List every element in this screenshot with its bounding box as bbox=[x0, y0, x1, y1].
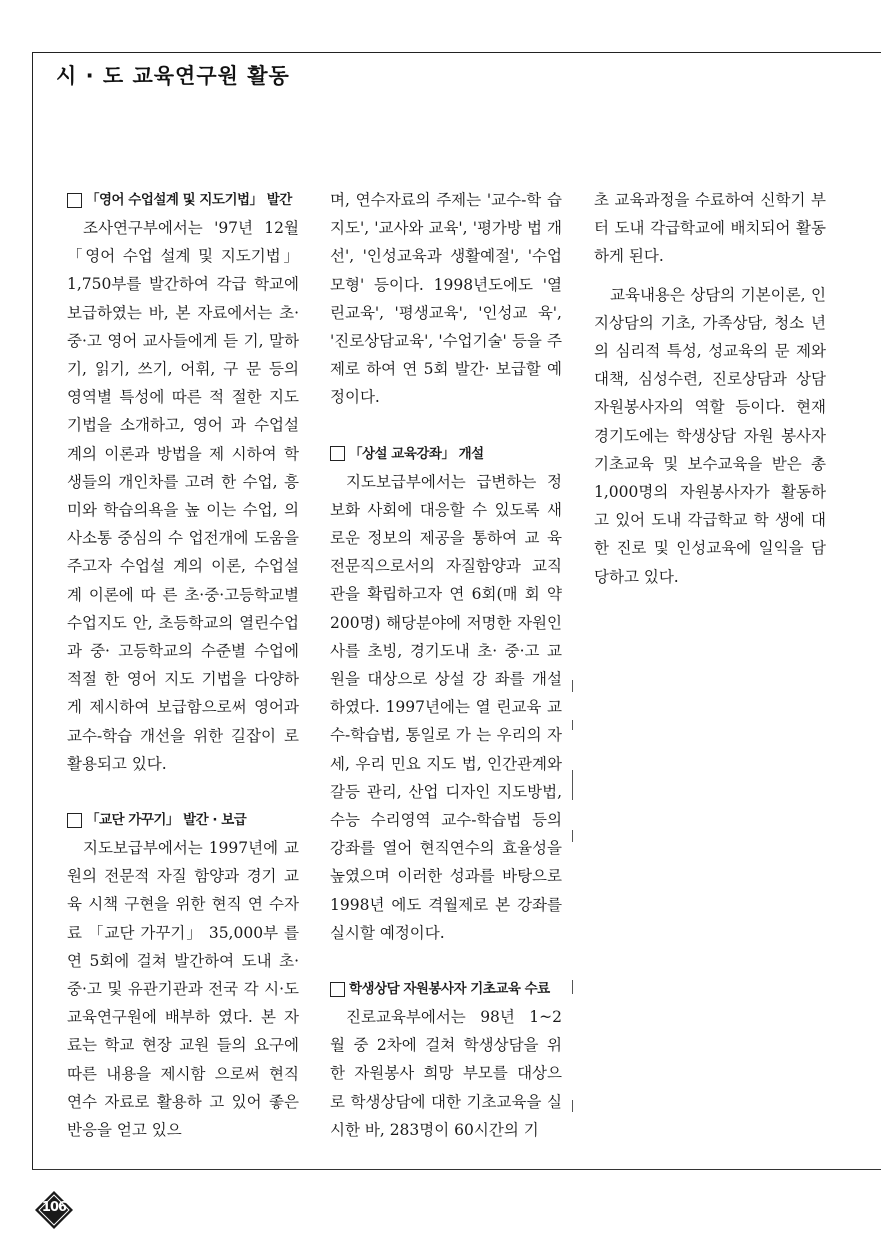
text-line: 일익을 담당하고 있다. bbox=[594, 539, 826, 586]
text-line: 실시한 바, 283명이 60시간의 기 bbox=[330, 1092, 562, 1139]
text-line: 에도 격월제로 본 강좌를 실시할 bbox=[330, 895, 562, 942]
text-line: 월 중 2차에 걸쳐 학생상담을 위 bbox=[330, 1036, 562, 1055]
text-line: 한 수업, 흥미와 학습의욕을 높 bbox=[67, 472, 299, 520]
paragraph bbox=[594, 186, 826, 271]
text-line: 제와 대책, 심성수련, 진로상담과 bbox=[594, 342, 826, 389]
text-line: 활동하게 된다. bbox=[594, 219, 826, 266]
text-line: 로 활용되고 있다. bbox=[67, 726, 299, 773]
section-heading-text: 학생상담 자원봉사자 기초교육 수료 bbox=[349, 980, 550, 997]
text-line: 예정이다. bbox=[379, 923, 445, 942]
text-line: 상담 자원봉사자의 역할 등이다. bbox=[594, 370, 826, 417]
column-3 bbox=[594, 186, 826, 591]
text-line: '수업모형' 등이다. 1998년도에도 bbox=[330, 247, 562, 294]
top-rule bbox=[32, 52, 881, 53]
text-line: 문 등의 영역별 특성에 따른 적 bbox=[67, 360, 299, 407]
text-line: 과 수업설계의 이론과 방법을 제 bbox=[67, 416, 299, 463]
text-line: 이는 수업, 의사소통 중심의 수 bbox=[67, 501, 299, 548]
column-1 bbox=[67, 186, 299, 1144]
text-line: 린교육 교수-학습법, 통일로 가 bbox=[330, 698, 562, 745]
text-line: 교육내용은 상담의 기본이론, bbox=[610, 285, 806, 304]
section-heading bbox=[67, 806, 299, 834]
page-number: 106 bbox=[41, 1200, 67, 1215]
text-line: 조사연구부에서는 '97년 12월 bbox=[83, 219, 299, 237]
text-line: 제시하여 보급함으로써 영어과 bbox=[89, 698, 299, 717]
text-line: 「영어 수업 설계 및 지도기법」 bbox=[67, 247, 299, 266]
paragraph bbox=[67, 214, 299, 778]
text-line: 등을 주제로 하여 연 5회 발간· bbox=[330, 332, 562, 379]
checkbox-icon bbox=[330, 982, 345, 997]
text-line: 부터 도내 각급학교에 배치되어 bbox=[594, 191, 826, 238]
section-heading bbox=[330, 975, 562, 1003]
section-heading bbox=[67, 186, 299, 214]
text-line: 육 전문직으로서의 자질함양과 bbox=[330, 529, 562, 576]
text-line: 봉사자 기초교육 및 보수교육을 bbox=[594, 426, 826, 473]
column-2 bbox=[330, 186, 562, 1144]
text-line: 들의 요구에 따른 내용을 제시함 bbox=[67, 1036, 299, 1083]
text-line: 중·고 교원을 대상으로 상설 강 bbox=[330, 641, 562, 689]
text-line: 며, 연수자료의 주제는 '교수-학 bbox=[330, 191, 542, 209]
text-line: 년의 심리적 특성, 성교육의 문 bbox=[594, 313, 826, 361]
margin-marks bbox=[572, 680, 576, 1160]
text-line: 회 약 200명) 해당분야에 저명한 bbox=[330, 585, 562, 632]
text-line: 는 우리의 자세, 우리 민요 지도 bbox=[330, 726, 562, 773]
left-rule bbox=[32, 52, 33, 1170]
checkbox-icon bbox=[330, 446, 345, 461]
text-line: 1,750부를 발간하여 각급 학교에 bbox=[67, 275, 299, 294]
text-line: 초·중·고 영어 교사들에게 듣 bbox=[67, 303, 299, 350]
text-line: 수자료 「교단 가꾸기」 35,000부 bbox=[67, 895, 299, 942]
text-line: 좌를 개설하였다. 1997년에는 열 bbox=[330, 670, 562, 717]
text-line: 교육 시책 구현을 위한 현직 연 bbox=[67, 867, 299, 914]
text-line: 으로써 현직 연수 자료로 활용하 bbox=[67, 1064, 299, 1111]
text-line: 른 초·중·고등학교별 수업지도 bbox=[67, 585, 299, 632]
page-number-badge bbox=[34, 1190, 74, 1230]
text-line: 법 개선', '인성교육과 생활예절', bbox=[330, 219, 562, 266]
section-heading bbox=[330, 440, 562, 468]
text-line: 한 영어 지도 기법을 다양하게 bbox=[67, 670, 299, 717]
text-line: 보화 사회에 대응할 수 있도록 bbox=[330, 500, 540, 519]
text-line: '열린교육', '평생교육', '인성교 bbox=[330, 275, 562, 322]
paragraph bbox=[67, 834, 299, 1144]
text-line: 새로운 정보의 제공을 통하여 교 bbox=[330, 500, 562, 548]
text-line: 한 자원봉사 희망 부모를 대상으 bbox=[330, 1064, 562, 1083]
text-line: 고 있어 좋은 반응을 얻고 있으 bbox=[67, 1092, 299, 1140]
text-line: 절한 지도기법을 소개하고, 영어 bbox=[67, 388, 299, 435]
text-line: 안, 초등학교의 열린수업과 중· bbox=[67, 613, 299, 661]
text-line: 진로교육부에서는 98년 1~2 bbox=[346, 1008, 562, 1027]
text-line: 육', '진로상담교육', '수업기술' bbox=[330, 303, 562, 351]
text-line: 교수-학습 개선을 위한 길잡이 bbox=[67, 726, 276, 745]
text-line: 지도보급부에서는 급변하는 정 bbox=[346, 472, 562, 491]
checkbox-icon bbox=[67, 813, 82, 828]
text-line: 자원인사를 초빙, 경기도내 초· bbox=[330, 613, 562, 660]
text-line: 교원의 전문적 자질 함양과 경기 bbox=[67, 839, 299, 886]
text-line: 각 시·도 교육연구원에 배부하 bbox=[67, 980, 299, 1027]
text-line: 습지도', '교사와 교육', '평가방 bbox=[330, 191, 562, 238]
text-line: 교수-학습법 등의 강좌를 열어 bbox=[330, 811, 562, 858]
page-header-title: 시 · 도 교육연구원 활동 bbox=[56, 64, 290, 88]
text-line: 계의 이론, 수업설계 이론에 따 bbox=[67, 557, 300, 604]
paragraph bbox=[594, 281, 826, 591]
paragraph bbox=[330, 468, 562, 947]
bottom-rule bbox=[32, 1169, 881, 1170]
text-line: 기, 말하기, 읽기, 쓰기, 어휘, 구 bbox=[67, 331, 299, 379]
paragraph bbox=[330, 186, 562, 412]
section-heading-text: 「교단 가꾸기」 발간 · 보급 bbox=[86, 811, 247, 828]
text-line: 현재 경기도에는 학생상담 자원 bbox=[594, 398, 826, 445]
text-line: 보급할 예정이다. bbox=[330, 360, 563, 407]
paragraph bbox=[330, 1003, 562, 1144]
text-line: 고등학교의 수준별 수업에 적절 bbox=[67, 642, 299, 689]
text-line: 보급하였는 바, 본 자료에서는 bbox=[67, 303, 273, 322]
text-line: 생에 대한 진로 및 인성교육에 bbox=[594, 511, 826, 558]
text-line: 활동하고 있어 도내 각급학교 학 bbox=[594, 483, 826, 530]
text-line: 를 연 5회에 걸쳐 발간하여 도내 bbox=[67, 923, 299, 970]
text-line: 였다. 본 자료는 학교 현장 교원 bbox=[67, 1008, 299, 1055]
section-heading-text: 「상설 교육강좌」 개설 bbox=[349, 445, 484, 462]
text-line: 인지상담의 기초, 가족상담, 청소 bbox=[594, 285, 826, 332]
text-line: 교직관을 확립하고자 연 6회(매 bbox=[330, 557, 562, 604]
text-line: 지도보급부에서는 1997년에 bbox=[83, 839, 279, 858]
text-line: 초·중·고 및 유관기관과 전국 bbox=[67, 951, 299, 999]
text-line: 로 학생상담에 대한 기초교육을 bbox=[330, 1092, 542, 1111]
text-line: 현직연수의 효율성을 높였으며 bbox=[330, 839, 562, 886]
text-line: 받은 총 1,000명의 자원봉사자가 bbox=[594, 454, 826, 502]
text-line: 디자인 지도방법, 수능 수리영역 bbox=[330, 782, 562, 830]
text-line: 업전개에 도움을 주고자 수업설 bbox=[67, 529, 299, 576]
text-line: 법, 인간관계와 갈등 관리, 산업 bbox=[330, 754, 562, 801]
text-line: 시하여 학생들의 개인차를 고려 bbox=[67, 444, 299, 491]
text-line: 초 교육과정을 수료하여 신학기 bbox=[594, 191, 806, 209]
checkbox-icon bbox=[67, 193, 82, 208]
text-line: 이러한 성과를 바탕으로 1998년 bbox=[330, 867, 562, 914]
section-heading-text: 「영어 수업설계 및 지도기법」 발간 bbox=[86, 191, 292, 208]
